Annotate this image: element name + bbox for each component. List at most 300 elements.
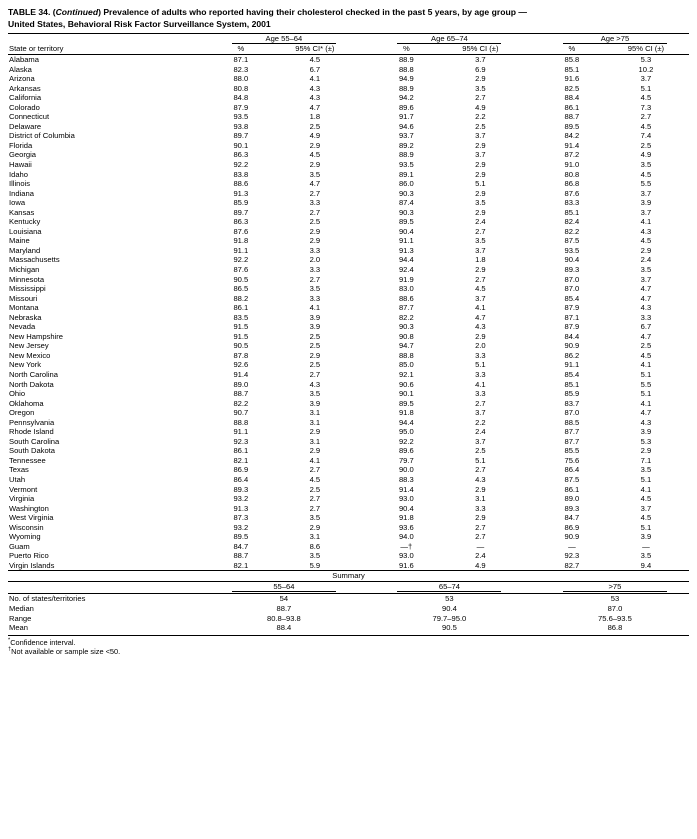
cell-gap: [358, 427, 375, 437]
row-state-label: Arkansas: [9, 83, 41, 93]
title-continued: Continued: [55, 7, 99, 17]
cell-pct-65-74: 93.6: [398, 522, 414, 532]
cell-ci-65-74: 2.4: [475, 217, 486, 227]
prevalence-table: [8, 33, 689, 636]
cell-gap: [523, 141, 540, 151]
cell-pct-55-64: 90.7: [233, 408, 249, 418]
cell-gap: [523, 504, 540, 514]
column-header-state: State or territory: [8, 44, 210, 54]
summary-row: [8, 604, 689, 614]
cell-gap: [523, 131, 540, 141]
cell-pct-75plus: 87.0: [564, 284, 580, 294]
summary-row: [8, 623, 689, 633]
cell-gap: [358, 284, 375, 294]
cell-gap: [523, 594, 540, 604]
row-state-label: Oregon: [9, 408, 35, 418]
table-row: [8, 399, 689, 409]
cell-gap: [358, 542, 375, 552]
cell-pct-65-74: 88.9: [398, 150, 414, 160]
cell-pct-75plus: 86.1: [564, 484, 580, 494]
row-state-label: Georgia: [9, 150, 37, 160]
cell-ci-65-74: 5.1: [475, 179, 486, 189]
row-state-label: Wyoming: [9, 532, 41, 542]
cell-pct-55-64: 88.2: [233, 293, 249, 303]
cell-gap: [523, 418, 540, 428]
cell-ci-55-64: 4.5: [309, 150, 321, 160]
cell-gap: [358, 532, 375, 542]
row-state-label: Vermont: [9, 484, 38, 494]
cell-ci-55-64: 4.5: [309, 475, 321, 485]
cell-pct-75plus: 91.4: [564, 140, 580, 150]
cell-ci-55-64: 3.1: [309, 417, 321, 427]
cell-ci-55-64: 2.7: [309, 494, 321, 504]
cell-gap: [523, 122, 540, 132]
cell-pct-75plus: 82.7: [564, 560, 580, 570]
table-title: [0, 0, 697, 30]
table-row: [8, 389, 689, 399]
cell-gap: [358, 65, 375, 75]
cell-ci-65-74: 3.3: [475, 370, 486, 379]
cell-pct-55-64: 80.8: [233, 83, 249, 93]
cell-gap: [523, 485, 540, 495]
cell-gap: [358, 504, 375, 514]
row-state-label: New Mexico: [9, 350, 51, 360]
cell-ci-75plus: 4.1: [640, 398, 652, 408]
cell-gap: [523, 465, 540, 475]
cell-pct-55-64: 86.4: [233, 475, 249, 485]
cell-pct-65-74: 94.4: [398, 255, 414, 265]
summary-band-row: [8, 571, 689, 582]
cell-pct-55-64: 89.7: [233, 207, 249, 217]
cell-gap: [523, 551, 540, 561]
table-row: [8, 208, 689, 218]
cell-ci-75plus: 2.4: [640, 255, 652, 265]
cell-pct-55-64: 93.2: [233, 494, 249, 504]
cell-pct-55-64: 84.7: [233, 541, 249, 551]
cell-ci-55-64: 4.9: [309, 131, 321, 141]
cell-pct-55-64: 89.7: [233, 131, 249, 141]
table-row: [8, 54, 689, 64]
cell-pct-55-64: 82.2: [233, 398, 249, 408]
cell-gap: [523, 284, 540, 294]
cell-gap: [523, 341, 540, 351]
cell-pct-55-64: 86.9: [233, 465, 249, 475]
table-row: [8, 532, 689, 542]
cell-gap: [523, 427, 540, 437]
cell-pct-55-64: 89.0: [233, 379, 249, 389]
cell-pct-55-64: 92.2: [233, 255, 249, 265]
cell-pct-65-74: 88.8: [398, 350, 414, 360]
cell-gap: [523, 217, 540, 227]
cell-pct-55-64: 86.3: [233, 150, 249, 160]
cell-ci-75plus: 3.9: [640, 198, 652, 208]
cell-gap: [358, 217, 375, 227]
table-row: [8, 198, 689, 208]
row-state-label: North Carolina: [9, 370, 58, 379]
cell-pct-65-74: 91.8: [398, 513, 414, 523]
cell-pct-55-64: 89.5: [233, 532, 249, 542]
cell-ci-55-64: 3.5: [309, 513, 321, 523]
cell-gap: [358, 485, 375, 495]
cell-gap: [523, 604, 540, 614]
table-row: [8, 112, 689, 122]
row-state-label: Missouri: [9, 293, 38, 303]
cell-pct-55-64: 90.5: [233, 341, 249, 351]
cell-ci-65-74: 4.1: [475, 303, 486, 313]
cell-pct-75plus: 88.7: [564, 112, 580, 122]
table-row: [8, 475, 689, 485]
cell-ci-65-74: 2.7: [475, 465, 486, 475]
table-row: [8, 542, 689, 552]
cell-ci-75plus: 4.7: [640, 284, 652, 294]
cell-ci-55-64: 3.9: [309, 312, 321, 322]
cell-ci-55-64: 3.3: [309, 293, 321, 303]
group-header-75plus: Age >75: [541, 34, 689, 45]
summary-55-64: 80.8–93.8: [266, 613, 301, 623]
cell-gap: [358, 275, 375, 285]
table-row: [8, 485, 689, 495]
row-state-label: Kentucky: [9, 217, 41, 227]
cell-gap: [358, 456, 375, 466]
cell-pct-65-74: 89.1: [398, 169, 414, 179]
cell-gap: [523, 275, 540, 285]
cell-gap: [523, 246, 540, 256]
cell-gap: [358, 475, 375, 485]
row-state-label: Guam: [9, 541, 30, 551]
row-state-label: Louisiana: [9, 226, 42, 236]
column-header-ci-75plus: 95% CI (±): [603, 44, 689, 54]
row-state-label: Rhode Island: [9, 427, 54, 437]
cell-pct-55-64: 91.5: [233, 331, 249, 341]
gap5: [358, 582, 375, 593]
table-row: [8, 456, 689, 466]
cell-gap: [358, 255, 375, 265]
row-state-label: South Dakota: [9, 446, 56, 456]
cell-gap: [523, 74, 540, 84]
cell-ci-55-64: 2.7: [309, 274, 321, 284]
cell-ci-75plus: 5.5: [640, 179, 652, 189]
cell-ci-75plus: 4.5: [640, 236, 652, 246]
cell-pct-75plus: 83.7: [564, 398, 580, 408]
cell-gap: [358, 513, 375, 523]
cell-pct-65-74: 89.2: [398, 140, 414, 150]
cell-ci-55-64: 3.1: [309, 532, 321, 542]
row-state-label: Tennessee: [9, 455, 46, 465]
cell-gap: [358, 93, 375, 103]
table-row: [8, 351, 689, 361]
cell-ci-55-64: 2.5: [309, 341, 321, 351]
title-prefix: TABLE 34. (: [8, 7, 56, 17]
cell-ci-75plus: 3.7: [640, 503, 652, 513]
cell-ci-55-64: 4.7: [309, 102, 321, 112]
cell-pct-75plus: 86.9: [564, 522, 580, 532]
cell-ci-75plus: 4.1: [640, 484, 652, 494]
table-row: [8, 284, 689, 294]
summary-header-spacer: [8, 582, 210, 593]
cell-ci-75plus: 4.5: [640, 350, 652, 360]
cell-ci-75plus: 7.4: [640, 131, 652, 141]
cell-ci-75plus: 2.5: [640, 140, 652, 150]
cell-ci-65-74: 4.1: [475, 379, 486, 389]
cell-ci-65-74: 3.7: [475, 293, 486, 303]
cell-pct-55-64: 92.6: [233, 360, 249, 370]
cell-ci-55-64: 3.1: [309, 408, 321, 418]
cell-pct-55-64: 86.5: [233, 284, 249, 294]
cell-pct-75plus: 87.9: [564, 303, 580, 313]
cell-ci-75plus: 5.1: [640, 522, 652, 532]
cell-ci-65-74: 2.0: [475, 341, 486, 351]
table-row: [8, 170, 689, 180]
cell-gap: [523, 513, 540, 523]
footnote-2: †Not available or sample size <50.: [8, 646, 121, 657]
cell-ci-65-74: 3.7: [475, 408, 486, 418]
cell-ci-75plus: 7.1: [640, 455, 652, 465]
cell-ci-75plus: 3.7: [640, 207, 652, 217]
cell-pct-65-74: 90.8: [398, 331, 414, 341]
cell-pct-75plus: 85.4: [564, 370, 580, 379]
cell-ci-65-74: 3.7: [475, 54, 486, 64]
cell-gap: [358, 294, 375, 304]
cell-pct-65-74: 86.0: [398, 179, 414, 189]
cell-ci-65-74: 2.7: [475, 398, 486, 408]
summary-75plus: 87.0: [607, 603, 623, 613]
cell-pct-75plus: 82.5: [564, 83, 580, 93]
cell-pct-65-74: 90.4: [398, 226, 414, 236]
cell-ci-65-74: 2.9: [475, 484, 486, 494]
cell-ci-75plus: 3.7: [640, 74, 652, 84]
cell-gap: [523, 523, 540, 533]
cell-gap: [358, 360, 375, 370]
cell-gap: [523, 170, 540, 180]
table-row: [8, 294, 689, 304]
group-header-row: [8, 34, 689, 45]
cell-pct-75plus: 86.4: [564, 465, 580, 475]
cell-pct-65-74: 87.4: [398, 198, 414, 208]
row-state-label: Minnesota: [9, 274, 45, 284]
cell-pct-65-74: 94.4: [398, 417, 414, 427]
cell-pct-65-74: 93.7: [398, 131, 414, 141]
cell-ci-55-64: 2.7: [309, 503, 321, 513]
cell-pct-55-64: 82.1: [233, 455, 249, 465]
table-row: [8, 65, 689, 75]
cell-ci-55-64: 2.7: [309, 188, 321, 198]
cell-gap: [523, 446, 540, 456]
cell-ci-55-64: 6.7: [309, 64, 321, 74]
cell-pct-75plus: 87.0: [564, 408, 580, 418]
column-header-ci-55-64: 95% CI* (±): [272, 44, 358, 54]
cell-pct-65-74: 90.3: [398, 207, 414, 217]
cell-ci-65-74: 2.7: [475, 522, 486, 532]
cell-ci-65-74: 4.9: [475, 560, 486, 570]
cell-pct-75plus: 85.5: [564, 446, 580, 456]
cell-ci-55-64: 2.7: [309, 370, 321, 379]
gap6: [523, 582, 540, 593]
cell-pct-75plus: 83.3: [564, 198, 580, 208]
cell-gap: [523, 332, 540, 342]
table-row: [8, 523, 689, 533]
cell-pct-65-74: 90.3: [398, 188, 414, 198]
column-header-pct-65-74: %: [375, 44, 437, 54]
cell-gap: [523, 475, 540, 485]
cell-ci-75plus: 3.9: [640, 427, 652, 437]
row-state-label: Arizona: [9, 74, 35, 84]
group-header-spacer: [8, 34, 210, 45]
table-row: [8, 255, 689, 265]
row-state-label: Maryland: [9, 245, 41, 255]
cell-pct-75plus: 91.6: [564, 74, 580, 84]
row-state-label: Maine: [9, 236, 30, 246]
cell-pct-55-64: 87.1: [233, 54, 249, 64]
cell-ci-65-74: 2.9: [475, 331, 486, 341]
row-state-label: Delaware: [9, 121, 42, 131]
cell-pct-75plus: 80.8: [564, 169, 580, 179]
gap2: [523, 34, 540, 45]
cell-ci-75plus: 4.5: [640, 494, 652, 504]
table-row: [8, 437, 689, 447]
cell-ci-75plus: 5.3: [640, 436, 652, 446]
cell-ci-55-64: 2.9: [309, 159, 321, 169]
cell-gap: [523, 389, 540, 399]
summary-75plus: 86.8: [607, 623, 623, 633]
cell-ci-65-74: 3.3: [475, 503, 486, 513]
summary-header-65-74: 65–74: [375, 582, 523, 593]
cell-ci-65-74: 3.5: [475, 236, 486, 246]
cell-ci-55-64: 1.8: [309, 112, 321, 122]
cell-ci-55-64: 3.9: [309, 398, 321, 408]
cell-ci-65-74: 2.9: [475, 513, 486, 523]
gap1: [358, 34, 375, 45]
cell-pct-75plus: 87.9: [564, 322, 580, 332]
cell-ci-65-74: 4.3: [475, 322, 486, 332]
cell-ci-65-74: 3.7: [475, 131, 486, 141]
cell-gap: [358, 351, 375, 361]
table-row: [8, 122, 689, 132]
cell-gap: [523, 360, 540, 370]
cell-pct-65-74: 88.9: [398, 54, 414, 64]
cell-gap: [358, 389, 375, 399]
cell-gap: [523, 179, 540, 189]
summary-75plus: 53: [610, 594, 620, 604]
cell-ci-65-74: 2.9: [475, 207, 486, 217]
summary-55-64: 54: [279, 594, 289, 604]
cell-pct-65-74: 91.6: [398, 560, 414, 570]
cell-ci-65-74: 4.7: [475, 312, 486, 322]
row-state-label: Idaho: [9, 169, 29, 179]
cell-ci-75plus: 3.5: [640, 159, 652, 169]
cell-gap: [358, 227, 375, 237]
cell-ci-65-74: 2.4: [475, 427, 486, 437]
cell-ci-75plus: 4.3: [640, 226, 652, 236]
cell-ci-55-64: 2.9: [309, 427, 321, 437]
table-row: [8, 341, 689, 351]
cell-pct-75plus: 85.8: [564, 54, 580, 64]
cell-ci-75plus: 4.5: [640, 121, 652, 131]
cell-gap: [523, 236, 540, 246]
cell-ci-65-74: 3.7: [475, 245, 486, 255]
cell-pct-65-74: 88.9: [398, 83, 414, 93]
cell-ci-65-74: 2.9: [475, 188, 486, 198]
cell-ci-75plus: 4.3: [640, 303, 652, 313]
cell-gap: [523, 93, 540, 103]
cell-ci-55-64: 4.5: [309, 54, 321, 64]
cell-gap: [523, 380, 540, 390]
cell-gap: [358, 131, 375, 141]
row-state-label: California: [9, 93, 42, 103]
cell-ci-55-64: 5.9: [309, 560, 321, 570]
footnote-1: *Confidence interval.: [8, 637, 76, 647]
cell-pct-55-64: 92.2: [233, 159, 249, 169]
cell-pct-55-64: 82.1: [233, 560, 249, 570]
cell-ci-65-74: 3.3: [475, 389, 486, 399]
cell-pct-65-74: 91.9: [398, 274, 414, 284]
table-row: [8, 322, 689, 332]
cell-pct-75plus: 87.7: [564, 436, 580, 446]
cell-gap: [358, 437, 375, 447]
row-state-label: Hawaii: [9, 159, 32, 169]
cell-pct-75plus: —: [568, 541, 576, 551]
cell-ci-55-64: 4.1: [309, 74, 321, 84]
cell-gap: [358, 494, 375, 504]
row-state-label: North Dakota: [9, 379, 54, 389]
footnotes: [8, 638, 689, 657]
cell-pct-65-74: 93.0: [398, 551, 414, 561]
summary-65-74: 90.4: [442, 603, 457, 613]
table-row: [8, 189, 689, 199]
row-state-label: Alaska: [9, 64, 32, 74]
summary-band-label: Summary: [8, 571, 689, 582]
cell-pct-75plus: 89.5: [564, 121, 580, 131]
cell-ci-65-74: 2.2: [475, 112, 486, 122]
summary-row: [8, 594, 689, 604]
summary-55-64: 88.4: [276, 623, 292, 633]
cell-ci-75plus: 2.9: [640, 245, 652, 255]
cell-pct-65-74: 91.8: [398, 408, 414, 418]
cell-gap: [523, 189, 540, 199]
cell-ci-55-64: 3.3: [309, 264, 321, 274]
table-row: [8, 265, 689, 275]
cell-gap: [523, 255, 540, 265]
cell-ci-75plus: 5.1: [640, 83, 652, 93]
cell-ci-65-74: 4.3: [475, 475, 486, 485]
table-bottom-rule: [8, 633, 689, 636]
cell-ci-65-74: 2.9: [475, 264, 486, 274]
table-row: [8, 313, 689, 323]
cell-gap: [358, 84, 375, 94]
cell-pct-55-64: 88.8: [233, 417, 249, 427]
cell-pct-65-74: 92.1: [398, 370, 414, 379]
cell-pct-65-74: 82.2: [398, 312, 414, 322]
cell-gap: [523, 561, 540, 571]
cell-gap: [523, 399, 540, 409]
table-body: [8, 54, 689, 571]
cell-ci-65-74: 2.7: [475, 532, 486, 542]
cell-gap: [358, 141, 375, 151]
cell-gap: [523, 623, 540, 633]
cell-pct-75plus: 84.2: [564, 131, 580, 141]
cell-gap: [523, 456, 540, 466]
cell-pct-65-74: 90.4: [398, 503, 414, 513]
cell-gap: [523, 494, 540, 504]
cell-pct-75plus: 90.9: [564, 341, 580, 351]
cell-pct-65-74: 95.0: [398, 427, 414, 437]
cell-pct-75plus: 75.6: [564, 455, 580, 465]
cell-gap: [523, 208, 540, 218]
cell-ci-75plus: —: [642, 541, 650, 551]
table-row: [8, 84, 689, 94]
summary-65-74: 53: [445, 594, 454, 604]
cell-pct-55-64: 86.3: [233, 217, 249, 227]
table-row: [8, 513, 689, 523]
